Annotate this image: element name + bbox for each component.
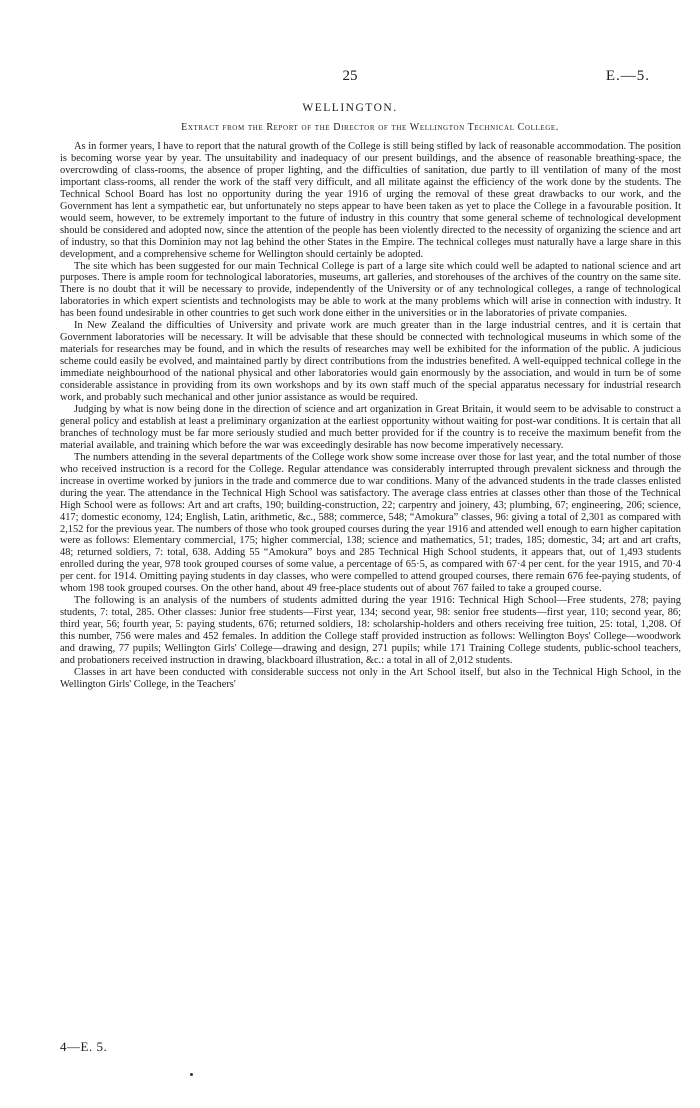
page-number: 25 — [342, 68, 358, 84]
section-title: WELLINGTON. — [302, 102, 398, 114]
page-header — [0, 68, 700, 90]
body-text — [60, 141, 681, 691]
paragraph: Classes in art have been conducted with considerable success not only in the Art School itself, but also in the Technical High School, in the Wellington Girls' College, in the Teachers' — [60, 666, 681, 690]
paragraph: As in former years, I have to report that the natural growth of the College is still being stifled by lack of reasonable accommodation. The position is becoming worse year by year. The unsuitability and inadequacy of our present buildings, and the absence of reasonable breathing-space, the overcrowding of class-rooms, the absence of proper lighting, and the difficulties of sanitation, due partly to ill ventilation of many of the most important class-rooms, all render the work of the staff very difficult, and all militate against the efficiency of the work done by the students. The Technical School Board has lost no opportunity during the year 1916 of urging the removal of these great drawbacks to our work, and the Government has lent a sympathetic ear, but unfortunately no steps appear to have been taken as yet to place the College in a favourable position. It would seem, however, to be extremely important to the future of industry in this country that some general scheme of technological development should be considered and adopted now, since the attention of the people has been violently directed to the necessity of organizing the science and art of industry, so that this Dominion may not lag behind the other States in the Empire. The technical colleges must naturally have a large share in this development, and a comprehensive scheme for Wellington should certainly be adopted. — [60, 141, 681, 260]
paragraph: Judging by what is now being done in the direction of science and art organization in Great Britain, it would seem to be advisable to construct a general policy and establish at least a preliminary organization at the earliest opportunity without waiting for post-war conditions. It is certain that all branches of technology must be far more seriously studied and much better provided for if the country is to receive the maximum benefit from the material available, and training which before the war was exceedingly desirable has now become imperatively necessary. — [60, 403, 681, 451]
paragraph: In New Zealand the difficulties of University and private work are much greater than in the large industrial centres, and it is certain that Government laboratories will be necessary. It will be advisable that these should be connected with technological museums in which some of the materials for researches may be found, and in which the results of researches may well be exhibited for the information of the public. A judicious scheme could easily be evolved, and maintained partly by direct contributions from the industries benefited. A well-equipped technical college in the immediate neighbourhood of the national physical and other laboratories would gain enormously by the association, and would in turn be of some considerable assistance in providing from its own workshops and by its own staff much of the special apparatus necessary for industrial research work, and probably such mechanical and other junior assistance as would be required. — [60, 320, 681, 404]
paragraph: The numbers attending in the several departments of the College work show some increase over those for last year, and the total number of those who received instruction is a record for the College. Regular attendance was considerably interrupted through prevalent sickness and through the increase in overtime worked by juniors in the trade and commerce due to war conditions. Many of the advanced students in the trade classes enlisted during the year. The attendance in the Technical High School was satisfactory. The average class entries at classes other than those of the Technical High School were as follows: Art and art crafts, 190; building-construction, 22; carpentry and joinery, 43; plumbing, 67; engineering, 206; science, 417; domestic economy, 124; English, Latin, arithmetic, &c., 588; commerce, 548; “Amokura” classes, 96: giving a total of 2,301 as compared with 2,152 for the previous year. The numbers of those who took grouped courses during the year 1916 and attended well enough to earn higher capitation were as follows: Elementary commercial, 175; higher commercial, 138; science and mathematics, 51; trades, 185; domestic, 34; art and art crafts, 48; returned soldiers, 7: total, 638. Adding 55 “Amokura” boys and 285 Technical High School students, it appears that, out of 1,493 students enrolled during the year, 978 took grouped courses of some value, a percentage of 65·5, as compared with 67·4 per cent. for the year 1915, and 70·4 per cent. for 1914. Omitting paying students in day classes, who were compelled to attend grouped courses, there remain 676 fee-paying students, of whom 198 took grouped courses. On the other hand, about 49 free-place students out of about 767 failed to take a grouped course. — [60, 451, 681, 595]
paragraph: The following is an analysis of the numbers of students admitted during the year 1916: Technical High School—Free students, 278; paying students, 7: total, 285. Other classes: Junior free students—First year, 134; second year, 98: senior free students—first year, 110; second year, 86; third year, 56; fourth year, 5: paying students, 676; returned soldiers, 18: scholarship-holders and others receiving free tuition, 25: total, 1,208. Of this number, 756 were males and 452 females. In addition the College staff provided instruction as follows: Wellington Boys' College—woodwork and drawing, 77 pupils; Wellington Girls' College—drawing and design, 271 pupils; while 171 Training College students, public-school teachers, and probationers received instruction in drawing, blackboard illustration, &c.: a total in all of 2,012 students. — [60, 595, 681, 666]
signature-reference: 4—E. 5. — [60, 1039, 108, 1054]
paragraph: The site which has been suggested for our main Technical College is part of a large site which could well be adapted to national science and art purposes. There is ample room for technological laboratories, museums, art galleries, and storehouses of the archives of the country on the same site. There is no doubt that it will be necessary to provide, independently of the University or of any technological colleges, a range of technological laboratories in which expert scientists and technologists may be able to work at the many problems which will arise in connection with industry. It has been found undesirable in other countries to get such work done either in the universities or in the laboratories of private companies. — [60, 260, 681, 320]
print-mark — [190, 1073, 193, 1076]
document-reference: E.—5. — [605, 68, 650, 84]
section-subtitle: Extract from the Report of the Director of the Wellington Technical College. — [181, 122, 559, 133]
